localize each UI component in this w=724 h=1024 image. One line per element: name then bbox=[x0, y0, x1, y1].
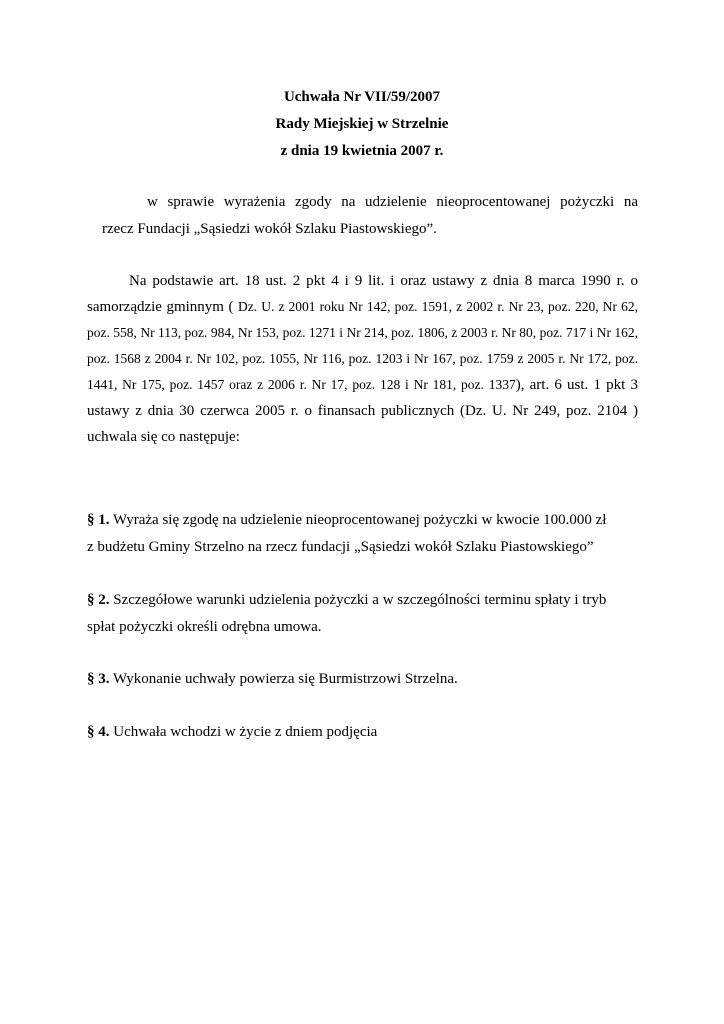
subject-line-2: rzecz Fundacji „Sąsiedzi wokół Szlaku Piastowskiego”. bbox=[102, 221, 437, 237]
resolution-header bbox=[0, 84, 724, 165]
resolution-subject bbox=[90, 189, 638, 243]
paragraph-text: Szczegółowe warunki udzielenia pożyczki a w szczególności terminu spłaty i tryb bbox=[109, 592, 607, 608]
legal-basis-part-1: Na podstawie art. 18 ust. 2 pkt 4 i 9 lit. i oraz ustawy z dnia 8 marca 1990 r. o samorządzie gminnym ( bbox=[87, 273, 638, 315]
legal-basis-part-3: ), art. 6 ust. 1 pkt 3 ustawy z dnia 30 czerwca 2005 r. o finansach publicznych (Dz. U. Nr 249, poz. 2104 ) uchwala się co następuje: bbox=[87, 377, 638, 445]
paragraph-2 bbox=[87, 587, 647, 641]
legal-basis bbox=[87, 268, 638, 450]
paragraph-number: § 2. bbox=[87, 592, 110, 608]
paragraph-number: § 3. bbox=[87, 671, 110, 687]
paragraph-number: § 1. bbox=[87, 512, 110, 528]
paragraph-text: Uchwała wchodzi w życie z dniem podjęcia bbox=[109, 724, 378, 740]
paragraph-1 bbox=[87, 507, 647, 561]
paragraph-text-continued: spłat pożyczki określi odrębna umowa. bbox=[87, 619, 322, 635]
paragraph-text: Wyraża się zgodę na udzielenie nieoprocentowanej pożyczki w kwocie 100.000 zł bbox=[109, 512, 607, 528]
paragraph-4 bbox=[87, 719, 647, 746]
paragraph-number: § 4. bbox=[87, 724, 110, 740]
resolution-date: z dnia 19 kwietnia 2007 r. bbox=[280, 143, 444, 159]
resolution-number: Uchwała Nr VII/59/2007 bbox=[283, 89, 441, 105]
paragraph-text: Wykonanie uchwały powierza się Burmistrzowi Strzelna. bbox=[109, 671, 458, 687]
paragraph-3 bbox=[87, 666, 647, 693]
council-name: Rady Miejskiej w Strzelnie bbox=[275, 116, 449, 132]
paragraph-text-continued: z budżetu Gminy Strzelno na rzecz fundacji „Sąsiedzi wokół Szlaku Piastowskiego” bbox=[87, 539, 594, 555]
subject-line-1: w sprawie wyrażenia zgody na udzielenie nieoprocentowanej pożyczki na bbox=[147, 194, 638, 210]
legal-basis-citations: Dz. U. z 2001 roku Nr 142, poz. 1591, z 2002 r. Nr 23, poz. 220, Nr 62, poz. 558, Nr 113, poz. 984, Nr 153, poz. 1271 i Nr 214, poz. 1806, z 2003 r. Nr 80, poz. 717 i Nr 162, poz. 1568 z 2004 r. Nr 102, poz. 1055, Nr 116, poz. 1203 i Nr 167, poz. 1759 z 2005 r. Nr 172, poz. 1441, Nr 175, poz. 1457 oraz z 2006 r. Nr 17, poz. 128 i Nr 181, poz. 1337 bbox=[87, 299, 638, 392]
